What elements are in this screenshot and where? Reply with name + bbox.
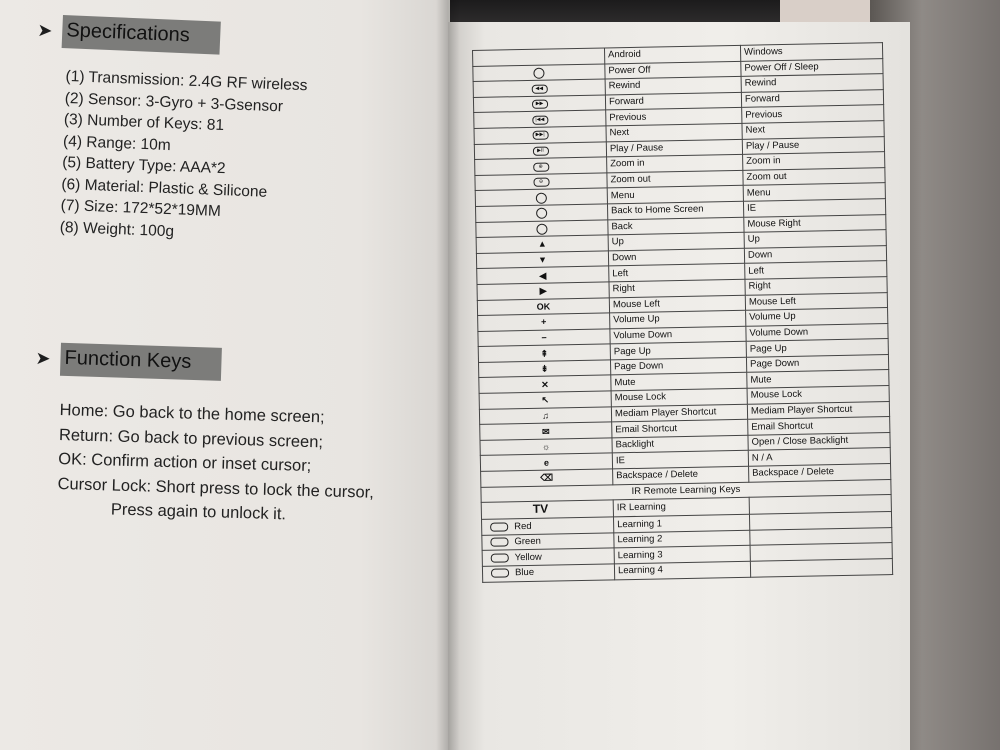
up-arrow-icon: ▲ [537,239,547,250]
android-function: Volume Up [610,310,746,328]
android-function: Backspace / Delete [613,466,749,484]
android-function: Up [608,232,744,250]
page-up-icon: ⇞ [540,348,549,359]
android-function: Mute [611,373,747,391]
windows-function: Power Off / Sleep [741,58,883,76]
windows-function: Volume Down [746,323,888,341]
zoom-out-key-icon: ⊖ [533,178,549,187]
android-function: Page Up [610,342,746,360]
windows-function: Down [744,245,886,263]
ok-icon: OK [536,301,551,312]
volume-up-icon: + [541,317,547,328]
windows-function: Zoom out [743,167,885,185]
back-icon [536,224,547,235]
windows-function: Right [745,276,887,294]
spec-item: (6) Material: Plastic & Silicone [61,175,268,201]
android-function: Power Off [605,61,741,79]
color-key-icon [490,522,508,531]
volume-down-icon: − [541,332,547,343]
windows-function: Menu [743,183,885,201]
backlight-icon: ☼ [541,441,551,452]
left-arrow-icon: ◀ [539,270,547,281]
android-function: Mediam Player Shortcut [611,404,747,422]
windows-function: Mouse Left [745,292,887,310]
spec-item: (5) Battery Type: AAA*2 [61,153,226,178]
windows-function: Next [742,121,884,139]
ir-heading: IR Remote Learning Keys [481,479,891,502]
windows-function: Page Down [746,354,888,372]
page-down-icon: ⇟ [540,363,549,374]
header-windows: Windows [740,43,882,61]
mute-icon: ✕ [541,379,549,390]
ir-function: Learning 2 [614,530,750,548]
function-keys-list [57,398,430,531]
book-spine [436,0,460,750]
specifications-list [59,66,405,251]
spec-item: (4) Range: 10m [62,132,172,154]
android-function: Play / Pause [606,139,742,157]
email-icon: ✉ [541,426,550,437]
android-function: Volume Down [610,326,746,344]
android-function: IE [612,451,748,469]
arrow-icon: ➤ [36,19,53,41]
ir-function: IR Learning [613,497,749,517]
spec-item: (2) Sensor: 3-Gyro + 3-Gsensor [64,89,284,115]
windows-function: Mediam Player Shortcut [747,401,889,419]
windows-function: Forward [741,89,883,107]
color-key-label: Green [514,535,541,548]
android-function: Rewind [605,77,741,95]
function-keys-heading [35,342,222,381]
android-function: Mouse Lock [611,388,747,406]
android-function: Down [608,248,744,266]
ir-function: Learning 1 [613,514,749,532]
android-function: Left [609,264,745,282]
right-arrow-icon: ▶ [539,285,547,296]
windows-function: Backspace / Delete [749,464,891,482]
function-key-continuation: Press again to unlock it. [110,500,287,524]
play-pause-key-icon: ▶II [532,147,548,156]
android-function: Next [606,123,742,141]
rewind-key-icon: ◀◀ [531,84,547,93]
color-key-label: Yellow [514,551,542,563]
color-key-icon [491,553,509,562]
specifications-title: Specifications [62,15,221,55]
color-key-label: Red [514,520,532,532]
menu-icon [536,192,547,203]
spec-item: (1) Transmission: 2.4G RF wireless [65,67,308,95]
header-android: Android [604,45,740,63]
function-keys-title: Function Keys [60,343,222,381]
function-key-line: Home: Go back to the home screen; [59,400,325,427]
key-function-table [472,42,893,582]
color-key-icon [490,537,508,546]
windows-function: Open / Close Backlight [748,432,890,450]
left-page [0,0,450,750]
power-icon [533,68,544,79]
forward-key-icon: ▶▶ [531,100,547,109]
color-key-icon [491,569,509,578]
ie-icon: e [543,457,550,468]
media-player-icon: ♫ [542,410,550,421]
android-function: Zoom in [607,154,743,172]
windows-function: Mouse Right [744,214,886,232]
spec-item: (8) Weight: 100g [59,218,175,240]
android-function: Mouse Left [609,295,745,313]
ir-function: Learning 3 [614,546,750,564]
android-function: Previous [606,108,742,126]
spec-item: (3) Number of Keys: 81 [63,110,225,135]
function-key-line: Return: Go back to previous screen; [58,425,324,451]
next-key-icon: ▶▶| [532,131,548,140]
down-arrow-icon: ▼ [537,254,548,265]
android-function: Right [609,279,745,297]
backspace-icon: ⌫ [540,472,554,484]
windows-function: N / A [748,448,890,466]
ir-function: Learning 4 [614,561,750,579]
home-icon [536,208,547,219]
windows-function: Rewind [741,74,883,92]
android-function: Forward [605,92,741,110]
mouse-lock-icon: ↖ [541,394,550,406]
android-function: Email Shortcut [612,420,748,438]
key-table-wrapper [472,42,893,630]
specifications-heading [37,14,221,55]
windows-function: Email Shortcut [748,417,890,435]
ir-key-cell [482,564,614,582]
android-function: Back [608,217,744,235]
previous-key-icon: |◀◀ [532,115,548,124]
android-function: Backlight [612,435,748,453]
windows-function: IE [743,199,885,217]
android-function: Zoom out [607,170,743,188]
windows-function: Mute [747,370,889,388]
function-key-line: Cursor Lock: Short press to lock the cursor, [57,474,375,502]
tv-key-label: TV [532,501,549,517]
windows-function: Up [744,230,886,248]
windows-function: Zoom in [743,152,885,170]
windows-function: Play / Pause [742,136,884,154]
zoom-in-key-icon: ⊕ [533,162,549,171]
spec-item: (7) Size: 172*52*19MM [60,196,222,221]
windows-function: Left [745,261,887,279]
color-key-label: Blue [514,567,535,579]
windows-function: Previous [742,105,884,123]
arrow-icon: ➤ [35,347,51,369]
windows-function: Volume Up [746,308,888,326]
function-key-line: OK: Confirm action or inset cursor; [58,449,312,476]
ir-empty-cell [750,559,892,577]
android-function: Menu [607,186,743,204]
android-function: Back to Home Screen [607,201,743,219]
windows-function: Mouse Lock [747,386,889,404]
windows-function: Page Up [746,339,888,357]
android-function: Page Down [610,357,746,375]
